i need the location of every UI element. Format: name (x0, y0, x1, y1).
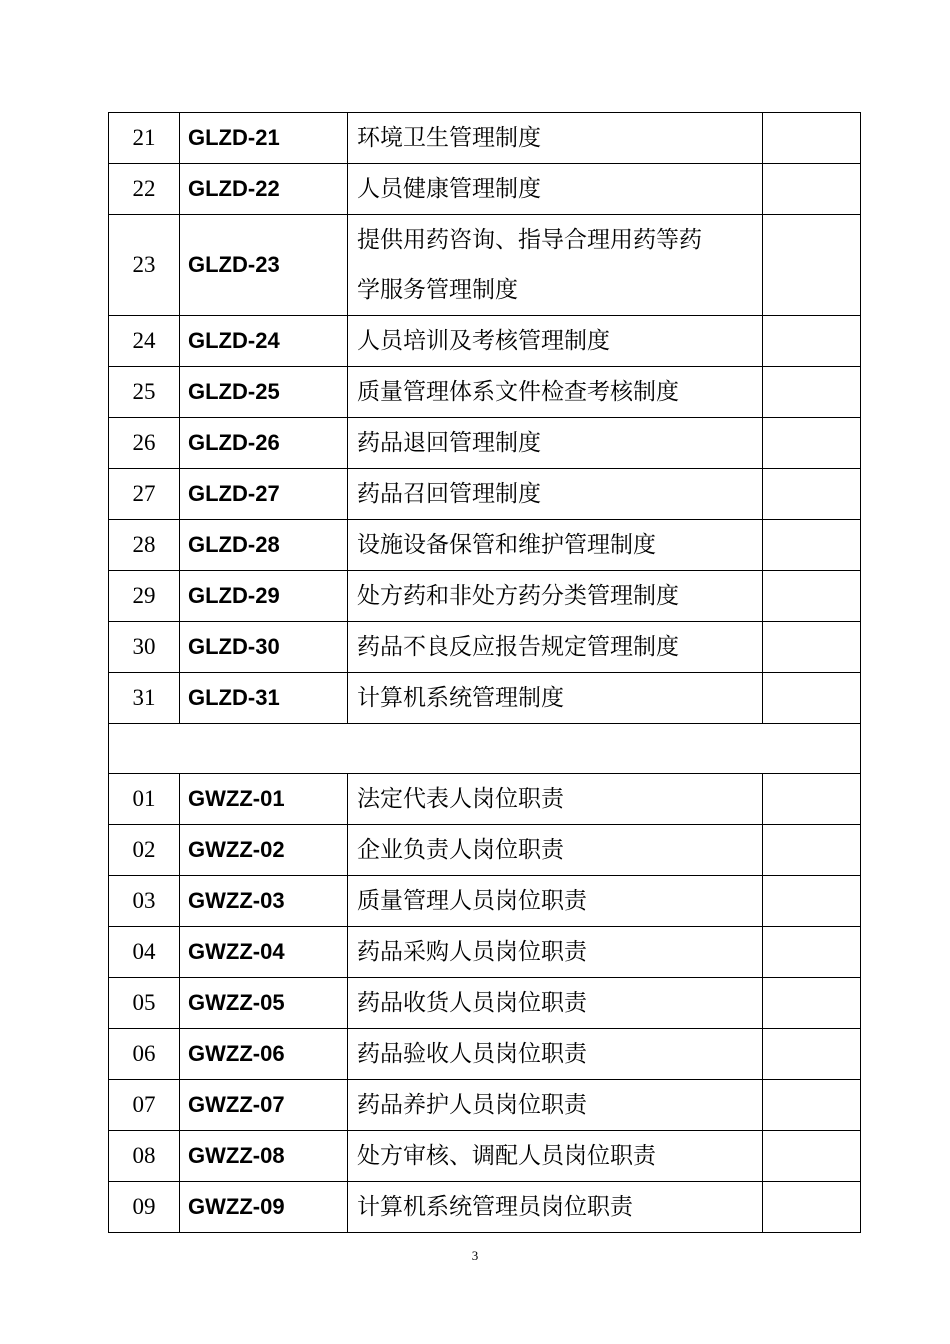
document-title: 人员培训及考核管理制度 (348, 316, 763, 367)
document-code: GLZD-25 (180, 367, 348, 418)
row-number: 04 (109, 927, 180, 978)
document-title: 药品收货人员岗位职责 (348, 978, 763, 1029)
document-code: GLZD-28 (180, 520, 348, 571)
blank-cell (763, 978, 861, 1029)
row-number: 30 (109, 622, 180, 673)
table-row (109, 418, 861, 469)
document-title: 药品召回管理制度 (348, 469, 763, 520)
table-row (109, 1080, 861, 1131)
document-title: 药品采购人员岗位职责 (348, 927, 763, 978)
blank-cell (763, 927, 861, 978)
blank-cell (763, 1029, 861, 1080)
row-number: 06 (109, 1029, 180, 1080)
blank-cell (763, 367, 861, 418)
table-row (109, 876, 861, 927)
blank-cell (763, 1182, 861, 1233)
document-code: GLZD-29 (180, 571, 348, 622)
document-code: GLZD-26 (180, 418, 348, 469)
table-row (109, 469, 861, 520)
table-row (109, 1131, 861, 1182)
blank-cell (763, 1080, 861, 1131)
blank-cell (763, 571, 861, 622)
row-number: 26 (109, 418, 180, 469)
document-title: 设施设备保管和维护管理制度 (348, 520, 763, 571)
row-number: 03 (109, 876, 180, 927)
row-number: 09 (109, 1182, 180, 1233)
document-title: 药品养护人员岗位职责 (348, 1080, 763, 1131)
document-code: GLZD-30 (180, 622, 348, 673)
document-code: GLZD-23 (180, 215, 348, 316)
row-number: 22 (109, 164, 180, 215)
document-title: 人员健康管理制度 (348, 164, 763, 215)
document-code: GWZZ-06 (180, 1029, 348, 1080)
blank-cell (763, 622, 861, 673)
document-title: 企业负责人岗位职责 (348, 825, 763, 876)
blank-cell (763, 774, 861, 825)
table-row (109, 316, 861, 367)
document-index-table (108, 112, 861, 1233)
document-code: GWZZ-03 (180, 876, 348, 927)
blank-cell (763, 469, 861, 520)
empty-merged-cell (109, 724, 861, 774)
table-row (109, 113, 861, 164)
table-row (109, 774, 861, 825)
document-title: 计算机系统管理制度 (348, 673, 763, 724)
document-title: 药品验收人员岗位职责 (348, 1029, 763, 1080)
document-code: GLZD-22 (180, 164, 348, 215)
blank-cell (763, 673, 861, 724)
table-row (109, 673, 861, 724)
blank-cell (763, 520, 861, 571)
table-row (109, 164, 861, 215)
document-code: GWZZ-07 (180, 1080, 348, 1131)
blank-cell (763, 316, 861, 367)
row-number: 02 (109, 825, 180, 876)
row-number: 29 (109, 571, 180, 622)
document-code: GWZZ-09 (180, 1182, 348, 1233)
table-row (109, 1182, 861, 1233)
document-code: GLZD-27 (180, 469, 348, 520)
table-row (109, 825, 861, 876)
table-row (109, 367, 861, 418)
document-title: 环境卫生管理制度 (348, 113, 763, 164)
row-number: 05 (109, 978, 180, 1029)
blank-cell (763, 825, 861, 876)
row-number: 28 (109, 520, 180, 571)
blank-cell (763, 215, 861, 316)
row-number: 01 (109, 774, 180, 825)
document-title: 处方药和非处方药分类管理制度 (348, 571, 763, 622)
document-title (348, 215, 763, 316)
document-title: 质量管理人员岗位职责 (348, 876, 763, 927)
table-row (109, 520, 861, 571)
document-code: GLZD-21 (180, 113, 348, 164)
row-number: 27 (109, 469, 180, 520)
document-code: GWZZ-02 (180, 825, 348, 876)
table-row (109, 215, 861, 316)
document-code: GWZZ-05 (180, 978, 348, 1029)
table-row (109, 571, 861, 622)
document-code: GLZD-31 (180, 673, 348, 724)
row-number: 23 (109, 215, 180, 316)
table-row (109, 927, 861, 978)
document-title: 药品不良反应报告规定管理制度 (348, 622, 763, 673)
blank-cell (763, 876, 861, 927)
document-code: GWZZ-08 (180, 1131, 348, 1182)
table-row (109, 622, 861, 673)
row-number: 07 (109, 1080, 180, 1131)
row-number: 25 (109, 367, 180, 418)
row-number: 31 (109, 673, 180, 724)
document-title: 药品退回管理制度 (348, 418, 763, 469)
row-number: 21 (109, 113, 180, 164)
blank-cell (763, 113, 861, 164)
row-number: 24 (109, 316, 180, 367)
page-number: 3 (471, 1248, 479, 1263)
blank-cell (763, 164, 861, 215)
document-title: 处方审核、调配人员岗位职责 (348, 1131, 763, 1182)
document-title-line-2: 学服务管理制度 (357, 277, 518, 303)
document-title: 计算机系统管理员岗位职责 (348, 1182, 763, 1233)
table-row (109, 978, 861, 1029)
document-title: 质量管理体系文件检查考核制度 (348, 367, 763, 418)
document-code: GLZD-24 (180, 316, 348, 367)
row-number: 08 (109, 1131, 180, 1182)
table-row (109, 1029, 861, 1080)
document-title: 法定代表人岗位职责 (348, 774, 763, 825)
section-divider-row (109, 724, 861, 774)
document-title-line-1: 提供用药咨询、指导合理用药等药 (357, 227, 702, 253)
document-code: GWZZ-04 (180, 927, 348, 978)
blank-cell (763, 418, 861, 469)
document-code: GWZZ-01 (180, 774, 348, 825)
blank-cell (763, 1131, 861, 1182)
